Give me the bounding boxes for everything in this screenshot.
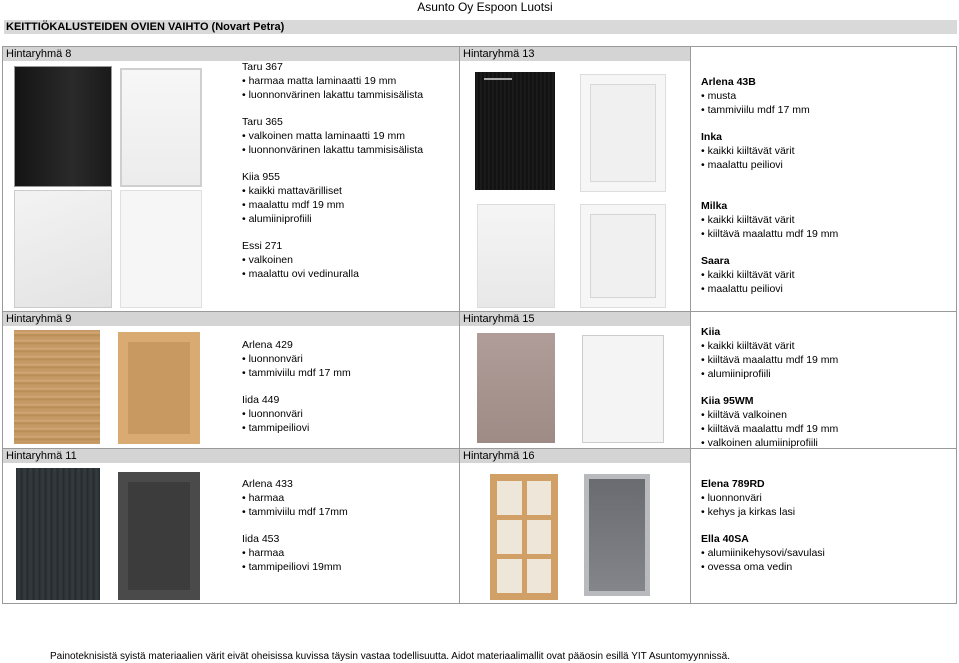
product-list-group-13	[701, 75, 838, 296]
footer-note: Painoteknisistä syistä materiaalien värit eivät oheisissa kuvissa täysin vastaa todellisuutta. Aidot materiaalimallit ovat pääosin esillä YIT Asuntomyynnissä.	[50, 651, 730, 662]
product-name-iida-453: Iida 453	[242, 533, 280, 545]
product-spec: • ovessa oma vedin	[701, 560, 825, 574]
door-image-essi-271	[120, 190, 202, 308]
product-spec: • kaikki kiiltävät värit	[701, 213, 838, 227]
door-image-arlena-429	[14, 330, 100, 444]
group-header-15: Hintaryhmä 15	[460, 312, 690, 326]
product-spec: • valkoinen matta laminaatti 19 mm	[242, 129, 423, 143]
product-spec: • kiiltävä maalattu mdf 19 mm	[701, 422, 838, 436]
product-name-milka: Milka	[701, 200, 728, 212]
door-image-kiia-955	[14, 190, 112, 308]
product-name-kiia: Kiia	[701, 326, 721, 338]
product-spec: • alumiiniprofiili	[242, 212, 423, 226]
door-image-taru-365	[120, 68, 202, 187]
product-list-group-16	[701, 477, 825, 574]
company-name: Asunto Oy Espoon Luotsi	[417, 0, 553, 14]
column-divider	[690, 46, 691, 604]
product-spec: • tammipeiliovi 19mm	[242, 560, 348, 574]
product-list-group-9	[242, 338, 351, 435]
door-image-inka	[580, 74, 666, 192]
product-name-taru-367: Taru 367	[242, 61, 283, 73]
product-spec: • musta	[701, 89, 838, 103]
product-spec: • luonnonvärinen lakattu tammisisälista	[242, 88, 423, 102]
product-name-ella-40sa: Ella 40SA	[701, 533, 749, 545]
product-name-elena-789rd: Elena 789RD	[701, 478, 765, 490]
door-image-iida-453	[118, 472, 200, 600]
product-list-group-11	[242, 477, 348, 574]
product-spec: • alumiinikehysovi/savulasi	[701, 546, 825, 560]
door-image-saara	[580, 204, 666, 308]
product-spec: • luonnonväri	[701, 491, 825, 505]
product-spec: • tammipeiliovi	[242, 421, 351, 435]
product-list-group-8	[242, 60, 423, 281]
product-name-taru-365: Taru 365	[242, 116, 283, 128]
product-name-arlena-43b: Arlena 43B	[701, 76, 756, 88]
page-title: KEITTIÖKALUSTEIDEN OVIEN VAIHTO (Novart Petra)	[4, 20, 957, 34]
product-spec: • maalattu peiliovi	[701, 282, 838, 296]
product-name-kiia-955: Kiia 955	[242, 171, 280, 183]
door-image-arlena-43b	[475, 72, 555, 190]
door-image-kiia	[477, 333, 555, 443]
door-image-arlena-433	[16, 468, 100, 600]
product-spec: • luonnonvärinen lakattu tammisisälista	[242, 143, 423, 157]
group-header-13: Hintaryhmä 13	[460, 47, 690, 61]
product-spec: • kehys ja kirkas lasi	[701, 505, 825, 519]
product-spec: • valkoinen alumiiniprofiili	[701, 436, 838, 450]
door-image-kiia-95wm	[582, 335, 664, 443]
door-image-milka	[477, 204, 555, 308]
product-spec: • kaikki kiiltävät värit	[701, 144, 838, 158]
product-spec: • maalattu mdf 19 mm	[242, 198, 423, 212]
product-name-essi-271: Essi 271	[242, 240, 283, 252]
product-spec: • kiiltävä maalattu mdf 19 mm	[701, 227, 838, 241]
product-spec: • tammiviilu mdf 17 mm	[242, 366, 351, 380]
door-image-taru-367	[14, 66, 112, 187]
door-handle	[484, 78, 512, 80]
product-spec: • alumiiniprofiili	[701, 367, 838, 381]
door-image-elena-789rd	[490, 474, 558, 600]
product-spec: • harmaa	[242, 546, 348, 560]
product-spec: • maalattu peiliovi	[701, 158, 838, 172]
product-spec: • luonnonväri	[242, 352, 351, 366]
product-spec: • kaikki kiiltävät värit	[701, 268, 838, 282]
product-spec: • tammiviilu mdf 17 mm	[701, 103, 838, 117]
product-spec: • kiiltävä maalattu mdf 19 mm	[701, 353, 838, 367]
product-spec: • kiiltävä valkoinen	[701, 408, 838, 422]
group-header-8: Hintaryhmä 8	[3, 47, 459, 61]
product-name-saara: Saara	[701, 255, 730, 267]
product-name-arlena-429: Arlena 429	[242, 339, 293, 351]
door-image-ella-40sa	[584, 474, 650, 596]
product-spec: • harmaa matta laminaatti 19 mm	[242, 74, 423, 88]
product-name-iida-449: Iida 449	[242, 394, 280, 406]
group-header-11: Hintaryhmä 11	[3, 449, 459, 463]
product-spec: • kaikki mattavärilliset	[242, 184, 423, 198]
product-spec: • tammiviilu mdf 17mm	[242, 505, 348, 519]
group-header-9: Hintaryhmä 9	[3, 312, 459, 326]
product-spec: • valkoinen	[242, 253, 423, 267]
door-image-iida-449	[118, 332, 200, 444]
product-name-kiia-95wm: Kiia 95WM	[701, 395, 754, 407]
group-header-16: Hintaryhmä 16	[460, 449, 690, 463]
product-name-arlena-433: Arlena 433	[242, 478, 293, 490]
product-name-inka: Inka	[701, 131, 723, 143]
product-list-group-15	[701, 325, 838, 450]
product-spec: • luonnonväri	[242, 407, 351, 421]
product-spec: • maalattu ovi vedinuralla	[242, 267, 423, 281]
product-spec: • kaikki kiiltävät värit	[701, 339, 838, 353]
product-spec: • harmaa	[242, 491, 348, 505]
